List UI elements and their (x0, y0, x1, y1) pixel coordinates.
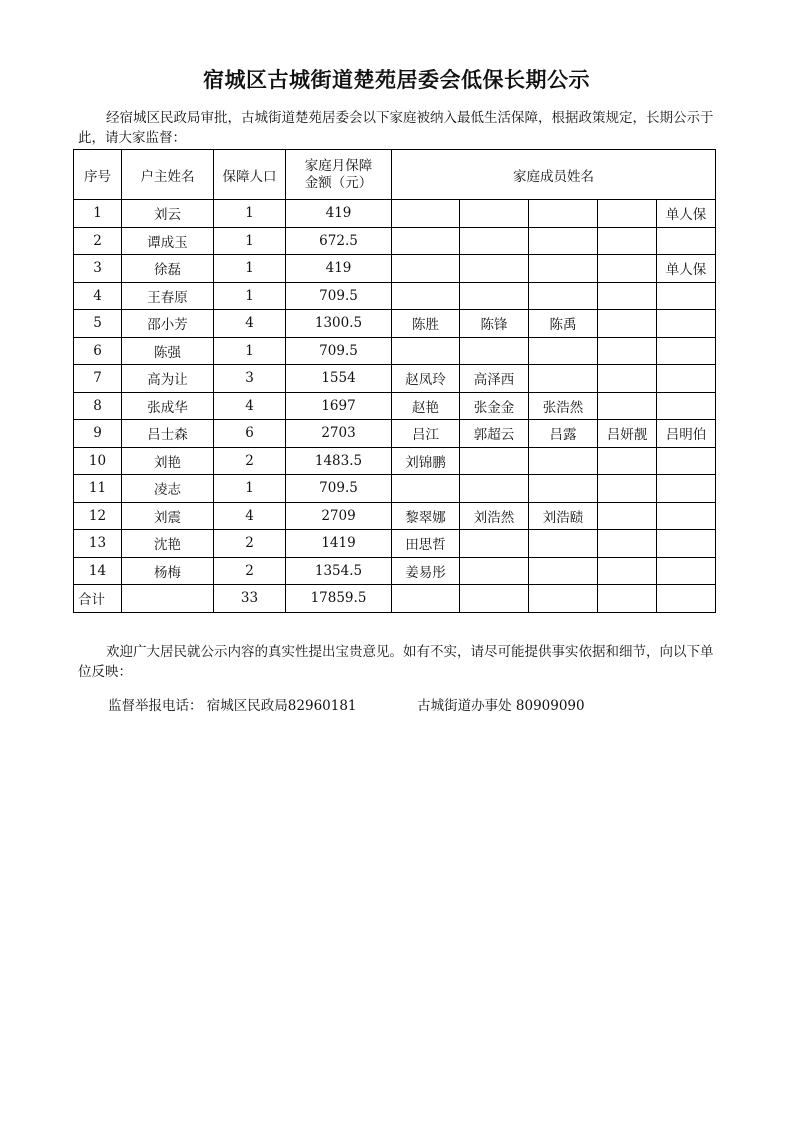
row-persons: 4 (214, 310, 286, 338)
row-amount: 1300.5 (286, 310, 392, 338)
total-member-2 (460, 585, 529, 613)
table-row (74, 337, 716, 365)
row-member-2 (460, 475, 529, 503)
row-seq: 5 (74, 310, 122, 338)
table-row (74, 310, 716, 338)
row-member-4 (598, 255, 657, 283)
row-member-1 (392, 255, 460, 283)
total-member-1 (392, 585, 460, 613)
row-head-name: 杨梅 (122, 557, 214, 585)
row-amount: 2709 (286, 502, 392, 530)
row-member-4 (598, 282, 657, 310)
row-persons: 4 (214, 392, 286, 420)
row-persons: 2 (214, 530, 286, 558)
row-head-name: 高为让 (122, 365, 214, 393)
row-member-3 (529, 200, 598, 228)
row-member-5 (657, 530, 716, 558)
row-persons: 1 (214, 337, 286, 365)
row-member-5 (657, 392, 716, 420)
row-amount: 709.5 (286, 282, 392, 310)
table-row (74, 557, 716, 585)
row-seq: 9 (74, 420, 122, 448)
header-amount-line2: 金额（元） (304, 174, 373, 191)
table-row (74, 365, 716, 393)
row-member-3 (529, 447, 598, 475)
row-persons: 1 (214, 282, 286, 310)
row-member-1 (392, 475, 460, 503)
row-member-3 (529, 557, 598, 585)
row-member-3: 吕露 (529, 420, 598, 448)
total-persons: 33 (214, 585, 286, 613)
row-amount: 419 (286, 255, 392, 283)
row-member-3 (529, 365, 598, 393)
page-title: 宿城区古城街道楚苑居委会低保长期公示 (203, 68, 590, 92)
row-persons: 1 (214, 227, 286, 255)
row-seq: 10 (74, 447, 122, 475)
row-member-1: 陈胜 (392, 310, 460, 338)
row-member-1: 吕江 (392, 420, 460, 448)
row-member-4 (598, 365, 657, 393)
row-member-4 (598, 475, 657, 503)
row-member-3: 陈禹 (529, 310, 598, 338)
row-member-1 (392, 282, 460, 310)
row-seq: 4 (74, 282, 122, 310)
row-member-2 (460, 530, 529, 558)
contact-district: 宿城区民政局82960181 (206, 698, 357, 714)
row-seq: 2 (74, 227, 122, 255)
row-persons: 3 (214, 365, 286, 393)
row-member-5 (657, 365, 716, 393)
table-row (74, 200, 716, 228)
row-persons: 1 (214, 200, 286, 228)
row-persons: 6 (214, 420, 286, 448)
row-member-2 (460, 282, 529, 310)
row-member-3 (529, 255, 598, 283)
row-amount: 1354.5 (286, 557, 392, 585)
row-amount: 1419 (286, 530, 392, 558)
contact-label: 监督举报电话： (108, 698, 203, 714)
row-head-name: 沈艳 (122, 530, 214, 558)
row-member-5 (657, 447, 716, 475)
row-head-name: 吕士森 (122, 420, 214, 448)
total-label: 合计 (74, 585, 122, 613)
total-member-3 (529, 585, 598, 613)
row-amount: 672.5 (286, 227, 392, 255)
total-amount: 17859.5 (286, 585, 392, 613)
row-head-name: 王春原 (122, 282, 214, 310)
table-row (74, 420, 716, 448)
header-seq: 序号 (74, 150, 122, 200)
row-amount: 1697 (286, 392, 392, 420)
row-member-2: 刘浩然 (460, 502, 529, 530)
row-member-5 (657, 557, 716, 585)
row-member-3: 张浩然 (529, 392, 598, 420)
row-seq: 11 (74, 475, 122, 503)
row-seq: 12 (74, 502, 122, 530)
row-member-5 (657, 475, 716, 503)
table-row (74, 282, 716, 310)
row-seq: 8 (74, 392, 122, 420)
contact-line (108, 694, 585, 714)
row-member-4 (598, 310, 657, 338)
row-member-5: 单人保 (657, 255, 716, 283)
row-amount: 709.5 (286, 337, 392, 365)
table-total-row (74, 585, 716, 613)
table-header-row (74, 150, 716, 200)
row-member-2 (460, 255, 529, 283)
header-amount-line1: 家庭月保障 (304, 157, 373, 174)
row-member-1: 赵凤玲 (392, 365, 460, 393)
row-head-name: 陈强 (122, 337, 214, 365)
header-head-name: 户主姓名 (122, 150, 214, 200)
row-member-5 (657, 227, 716, 255)
row-member-4 (598, 530, 657, 558)
total-name (122, 585, 214, 613)
row-head-name: 凌志 (122, 475, 214, 503)
row-member-4 (598, 557, 657, 585)
low-income-table (73, 149, 716, 613)
row-amount: 1483.5 (286, 447, 392, 475)
row-amount: 419 (286, 200, 392, 228)
row-member-2 (460, 447, 529, 475)
row-seq: 6 (74, 337, 122, 365)
row-amount: 1554 (286, 365, 392, 393)
row-member-4 (598, 200, 657, 228)
row-member-2: 张金金 (460, 392, 529, 420)
row-member-5 (657, 310, 716, 338)
row-member-3 (529, 227, 598, 255)
row-member-4 (598, 337, 657, 365)
table-row (74, 530, 716, 558)
row-persons: 2 (214, 557, 286, 585)
row-member-5: 单人保 (657, 200, 716, 228)
row-member-4 (598, 392, 657, 420)
row-member-3 (529, 282, 598, 310)
row-member-4 (598, 227, 657, 255)
row-persons: 1 (214, 475, 286, 503)
row-seq: 3 (74, 255, 122, 283)
row-member-1 (392, 227, 460, 255)
row-head-name: 徐磊 (122, 255, 214, 283)
row-seq: 7 (74, 365, 122, 393)
row-member-1 (392, 337, 460, 365)
table-row (74, 502, 716, 530)
row-persons: 4 (214, 502, 286, 530)
row-member-2 (460, 557, 529, 585)
row-member-2 (460, 200, 529, 228)
row-member-1: 田思哲 (392, 530, 460, 558)
row-head-name: 邵小芳 (122, 310, 214, 338)
table-body (74, 200, 716, 613)
row-member-1: 刘锦鹏 (392, 447, 460, 475)
table-row (74, 447, 716, 475)
row-member-2: 郭超云 (460, 420, 529, 448)
row-member-4 (598, 502, 657, 530)
table-row (74, 475, 716, 503)
row-persons: 1 (214, 255, 286, 283)
header-members: 家庭成员姓名 (392, 150, 716, 200)
row-member-5 (657, 337, 716, 365)
row-head-name: 刘云 (122, 200, 214, 228)
row-head-name: 张成华 (122, 392, 214, 420)
row-member-5 (657, 282, 716, 310)
row-member-1 (392, 200, 460, 228)
row-member-5: 吕明伯 (657, 420, 716, 448)
row-member-1: 赵艳 (392, 392, 460, 420)
intro-paragraph: 经宿城区民政局审批，古城街道楚苑居委会以下家庭被纳入最低生活保障，根据政策规定，长期公示于此，请大家监督： (78, 110, 714, 146)
row-member-2 (460, 227, 529, 255)
row-member-1: 姜易彤 (392, 557, 460, 585)
row-head-name: 谭成玉 (122, 227, 214, 255)
row-persons: 2 (214, 447, 286, 475)
row-member-2: 陈锋 (460, 310, 529, 338)
contact-street: 古城街道办事处 80909090 (417, 698, 585, 714)
row-member-4: 吕妍靓 (598, 420, 657, 448)
table-row (74, 255, 716, 283)
row-member-3 (529, 337, 598, 365)
header-persons: 保障人口 (214, 150, 286, 200)
row-seq: 14 (74, 557, 122, 585)
row-seq: 1 (74, 200, 122, 228)
row-head-name: 刘震 (122, 502, 214, 530)
row-member-2: 高泽西 (460, 365, 529, 393)
table-row (74, 227, 716, 255)
table-row (74, 392, 716, 420)
row-amount: 709.5 (286, 475, 392, 503)
row-amount: 2703 (286, 420, 392, 448)
row-seq: 13 (74, 530, 122, 558)
row-member-2 (460, 337, 529, 365)
row-member-3: 刘浩赜 (529, 502, 598, 530)
total-member-5 (657, 585, 716, 613)
row-member-1: 黎翠娜 (392, 502, 460, 530)
header-amount (286, 150, 392, 200)
row-member-3 (529, 475, 598, 503)
row-member-3 (529, 530, 598, 558)
feedback-paragraph: 欢迎广大居民就公示内容的真实性提出宝贵意见。如有不实，请尽可能提供事实依据和细节，向以下单位反映： (78, 644, 714, 680)
row-member-4 (598, 447, 657, 475)
row-head-name: 刘艳 (122, 447, 214, 475)
row-member-5 (657, 502, 716, 530)
total-member-4 (598, 585, 657, 613)
